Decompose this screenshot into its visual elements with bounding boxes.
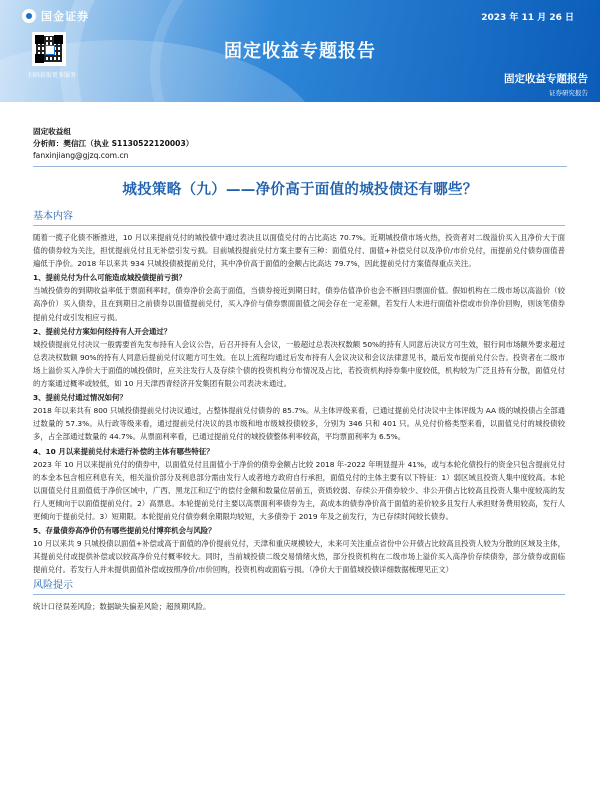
analyst-name: 樊信江（执业 S1130522120003） — [63, 139, 194, 148]
section-heading-line — [33, 594, 565, 595]
analyst-line — [33, 138, 193, 150]
company-logo — [22, 8, 89, 24]
question-2: 2、提前兑付方案如何经持有人开会通过？ — [33, 326, 172, 336]
section-heading-line — [33, 225, 565, 226]
analyst-email: fanxinjiang@gjzq.com.cn — [33, 151, 129, 160]
page-title: 城投策略（九）——净价高于面值的城投债还有哪些？ — [122, 182, 478, 198]
banner-title: 固定收益专题报告 — [224, 41, 376, 62]
analyst-label: 分析师： — [33, 139, 64, 148]
header-banner — [0, 0, 600, 102]
intro-paragraph: 随着一揽子化债不断推进，10 月以来提前兑付的城投债中通过表决且以面值兑付的占比高达 70.7%。近期城投债市场火热，投资者对二级溢价买入且净价大于面值的债券较为关注，担忧提前兑付且无补偿引发亏损。目前城投提前兑付方案主要有三种：面值兑付、面值+补偿兑付以及净价/市价兑付，而提前兑付债券面值普遍低于净价。2018 年以来共 934 只城投债被提前兑付，其中净价高于面值的金额占比高达 79.7%，因此提前兑付方案值得重点关注。 — [33, 233, 565, 269]
logo-text: 国金证券 — [41, 10, 89, 23]
report-date: 2023 年 11 月 26 日 — [481, 13, 574, 23]
question-1: 1、提前兑付为什么可能造成城投债提前亏损？ — [33, 273, 186, 283]
question-5: 5、存量债券高净价仍有哪些提前兑付博弈机会与风险？ — [33, 526, 216, 536]
answer-1: 当城投债券的到期收益率低于票面利率时，债券净价会高于面值，当债券接近到期日时，债券估值净价也会不断回归票面价值。假如机构在二级市场以高溢价（较高净价）买入债券，且在到期日之前债券以面值提前兑付，买入净价与债券票面面值之间会存在一定差额，若发行人未进行面值补偿或市价净价回购，则该笔债券提前兑付或引发相应亏损。 — [33, 286, 565, 322]
analyst-info — [33, 126, 193, 162]
question-4: 4、10 月以来提前兑付未进行补偿的主体有哪些特征？ — [33, 446, 214, 456]
section-heading-basic — [33, 210, 565, 226]
answer-3: 2018 年以来共有 800 只城投债提前兑付决议通过，占整体提前兑付债券的 85.7%。从主体评级来看，已通过提前兑付决议中主体评级为 AA 级的城投债占全部通过数量的 57.3%。从行政等级来看，通过提前兑付决议的县市级和地市级城投债较多，分别为 346 只和 401 只。从兑付价格类型来看，以面值兑付的城投债较多，占全部通过数量的 44.7%。从票面利率看，已通过提前兑付的城投债整体利率较高，平均票面利率为 6.5%。 — [33, 406, 565, 442]
banner-subtitle: 固定收益专题报告 — [504, 73, 588, 85]
qr-caption: 扫码获取更多服务 — [28, 72, 77, 79]
answer-4: 2023 年 10 月以来提前兑付的债券中，以面值兑付且面值小于净价的债券金额占比较 2018 年-2022 年明显提升 41%，或与本轮化债投行的资金只包含提前兑付的本金本包含相应利息有关，相关溢价部分及利息部分需由发行人或者地方政府自行承担，面值兑付的主体主要有以下特征：1）弱区域且投资人集中度较高。本轮以面值兑付且面值低于净价区域中，广西、黑龙江和辽宁的偿付金额和数量位居前五，资质较弱、存续公开债券较少、非公开债占比较高且投资人集中度较高的发行人更倾向于以面值提前兑付。2）高票息。本轮提前兑付主要以高票面利率债券为主，高成本的债券净价高于面值的差价较多且发行人承担财务费用较高，发行人更倾向于提前兑付。3）短期限。本轮提前兑付债券剩余期限均较短，大多债券于 2019 年及之前发行，为已存续时间较长债券。 — [33, 459, 565, 521]
section-heading-text: 风险提示 — [33, 580, 73, 592]
report-body — [33, 210, 565, 615]
divider — [33, 166, 567, 167]
banner-subtitle-secondary: 证券研究报告 — [549, 89, 588, 97]
risk-paragraph: 统计口径误差风险；数据缺失偏差风险；超预期风险。 — [33, 602, 211, 612]
section-heading-text: 基本内容 — [33, 211, 73, 222]
section-heading-risk — [33, 579, 565, 595]
analyst-category: 固定收益组 — [33, 127, 71, 136]
answer-2: 城投债提前兑付决议一般需要首先发布持有人会议公告，后召开持有人会议，一般超过总表决权数额 50%的持有人同意后决议方可生效，银行间市场额外要求超过总表决权数额 90%的持有人同意后提前兑付议题方可生效。在以上流程均通过后发布持有人会议决议和会议法律意见书，最后发布提前兑付公告。投资者在二级市场上溢价买入净价大于面值的城投债时，应关注发行人及存续个债的投资机构分布情况及占比，若投资机构持券集中度较低，机构较为广泛且持有分散，面值兑付的方案通过概率或较低，如 10 月天津西青经济开发集团有限公司表决未通过。 — [33, 339, 565, 389]
answer-5: 10 月以来共 9 只城投债以面值+补偿或高于面值的净价提前兑付，天津和重庆规模较大，未来可关注重点省份中公开债占比较高且投资人较为分散的区域及主体，其提前兑付或提供补偿或以较高净价兑付概率较大。同时，当前城投债二级交易情绪火热，部分投资机构在二级市场上溢价买入高净价存续债券，部分债券或面临提前兑付。若发行人并未提供面值补偿或按照净价/市价回购，投资机构或面临亏损。（净价大于面值城投债详细数据梳理见正文） — [33, 539, 565, 575]
question-3: 3、提前兑付通过情况如何？ — [33, 393, 127, 403]
logo-icon — [22, 9, 36, 23]
